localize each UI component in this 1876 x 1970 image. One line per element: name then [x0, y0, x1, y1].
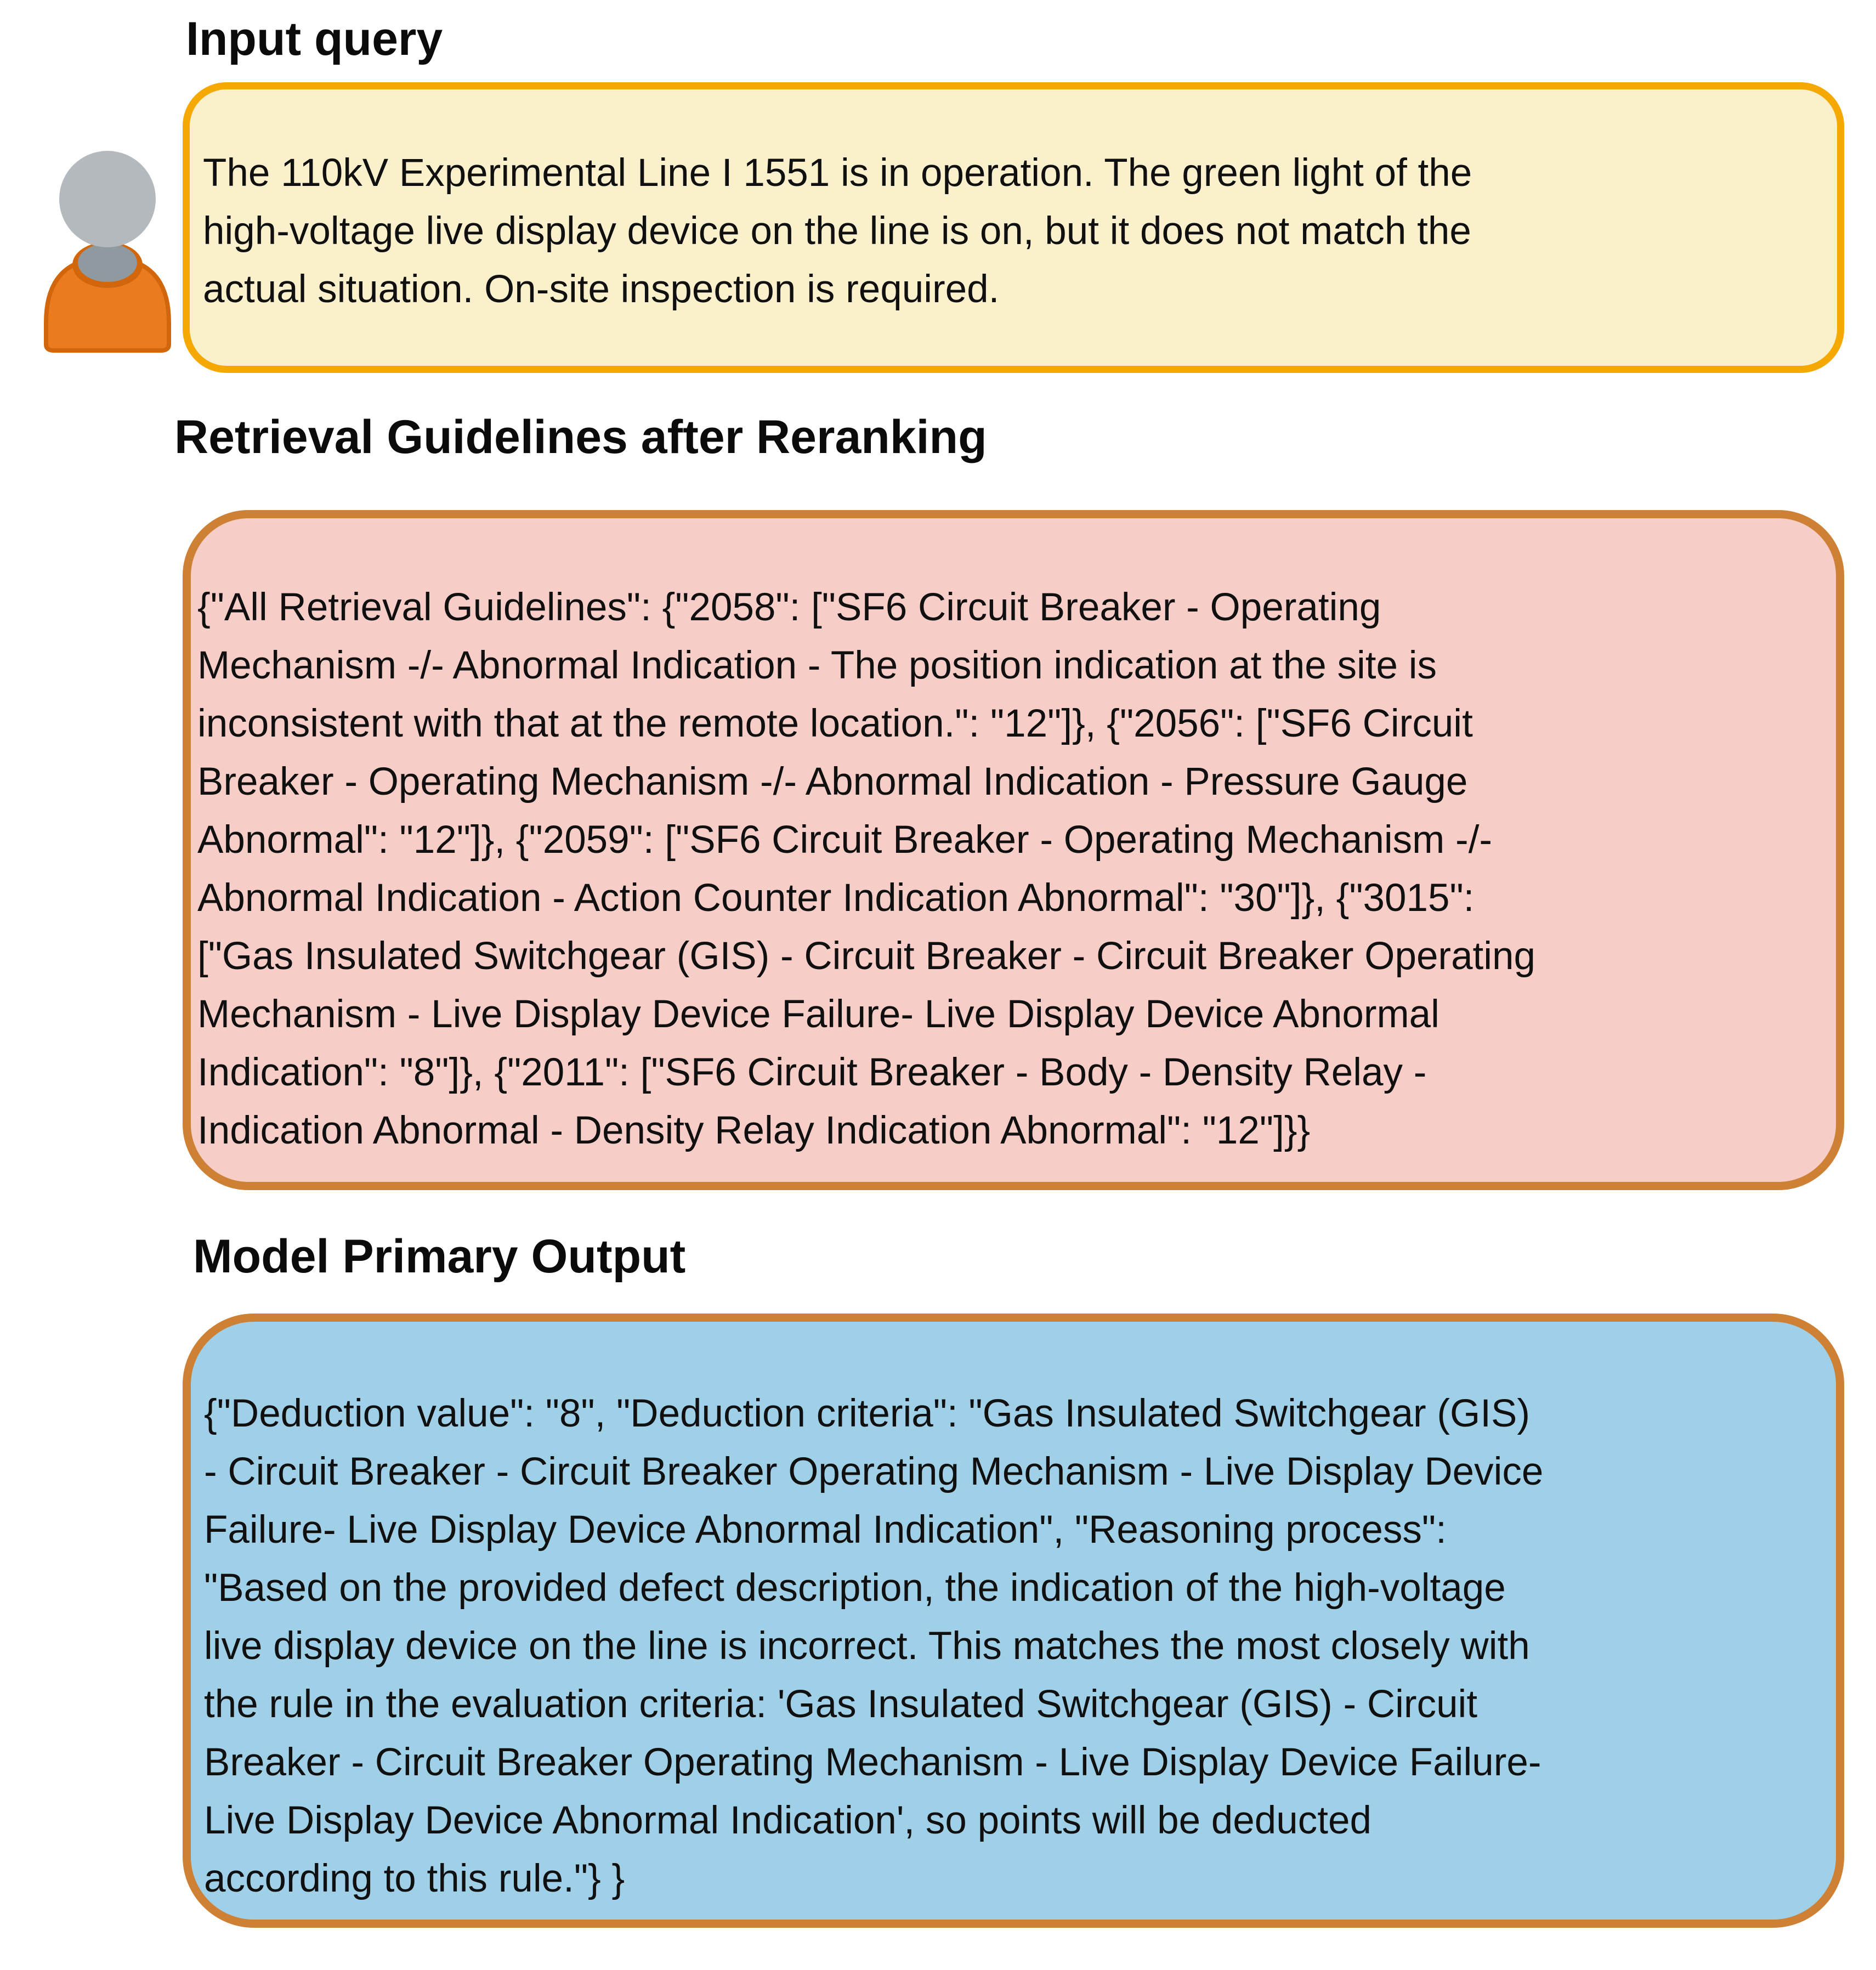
model-output-title: Model Primary Output [193, 1230, 686, 1283]
input-query-box [183, 82, 1844, 373]
retrieval-guidelines-text [197, 579, 1820, 1160]
text-line: inconsistent with that at the remote location.": "12"]}, {"2056": ["SF6 Circuit [197, 702, 1473, 745]
text-line: Abnormal Indication - Action Counter Indication Abnormal": "30"]}, {"3015": [197, 876, 1475, 920]
text-line: high-voltage live display device on the line is on, but it does not match the [203, 210, 1471, 253]
retrieval-guidelines-title: Retrieval Guidelines after Reranking [174, 411, 987, 463]
text-line: - Circuit Breaker - Circuit Breaker Operating Mechanism - Live Display Device [204, 1450, 1544, 1493]
text-line: {"Deduction value": "8", "Deduction criteria": "Gas Insulated Switchgear (GIS) [204, 1392, 1530, 1435]
text-line: Indication Abnormal - Density Relay Indication Abnormal": "12"]}} [197, 1109, 1311, 1152]
text-line: The 110kV Experimental Line I 1551 is in operation. The green light of the [203, 151, 1472, 195]
text-line: Breaker - Operating Mechanism -/- Abnormal Indication - Pressure Gauge [197, 760, 1468, 803]
text-line: the rule in the evaluation criteria: 'Gas Insulated Switchgear (GIS) - Circuit [204, 1683, 1478, 1726]
model-output-text [204, 1385, 1820, 1908]
text-line: actual situation. On-site inspection is required. [203, 268, 1000, 311]
text-line: live display device on the line is incorrect. This matches the most closely with [204, 1624, 1530, 1668]
input-query-text [203, 144, 1815, 319]
text-line: {"All Retrieval Guidelines": {"2058": ["SF6 Circuit Breaker - Operating [197, 586, 1381, 629]
text-line: ["Gas Insulated Switchgear (GIS) - Circuit Breaker - Circuit Breaker Operating [197, 935, 1536, 978]
text-line: Breaker - Circuit Breaker Operating Mechanism - Live Display Device Failure- [204, 1741, 1541, 1784]
user-icon-head [59, 151, 156, 247]
text-line: Indication": "8"]}, {"2011": ["SF6 Circuit Breaker - Body - Density Relay - [197, 1051, 1427, 1094]
input-query-title: Input query [186, 13, 443, 65]
user-icon-neck [78, 244, 137, 282]
model-output-box [183, 1314, 1844, 1928]
text-line: Failure- Live Display Device Abnormal Indication", "Reasoning process": [204, 1508, 1447, 1552]
user-icon [38, 141, 177, 353]
text-line: Live Display Device Abnormal Indication', so points will be deducted [204, 1799, 1371, 1842]
text-line: Mechanism -/- Abnormal Indication - The position indication at the site is [197, 644, 1437, 687]
text-line: according to this rule."} } [204, 1857, 625, 1900]
retrieval-guidelines-box [183, 510, 1844, 1190]
text-line: Mechanism - Live Display Device Failure- Live Display Device Abnormal [197, 993, 1439, 1036]
text-line: "Based on the provided defect description, the indication of the high-voltage [204, 1566, 1506, 1610]
text-line: Abnormal": "12"]}, {"2059": ["SF6 Circuit Breaker - Operating Mechanism -/- [197, 818, 1493, 862]
